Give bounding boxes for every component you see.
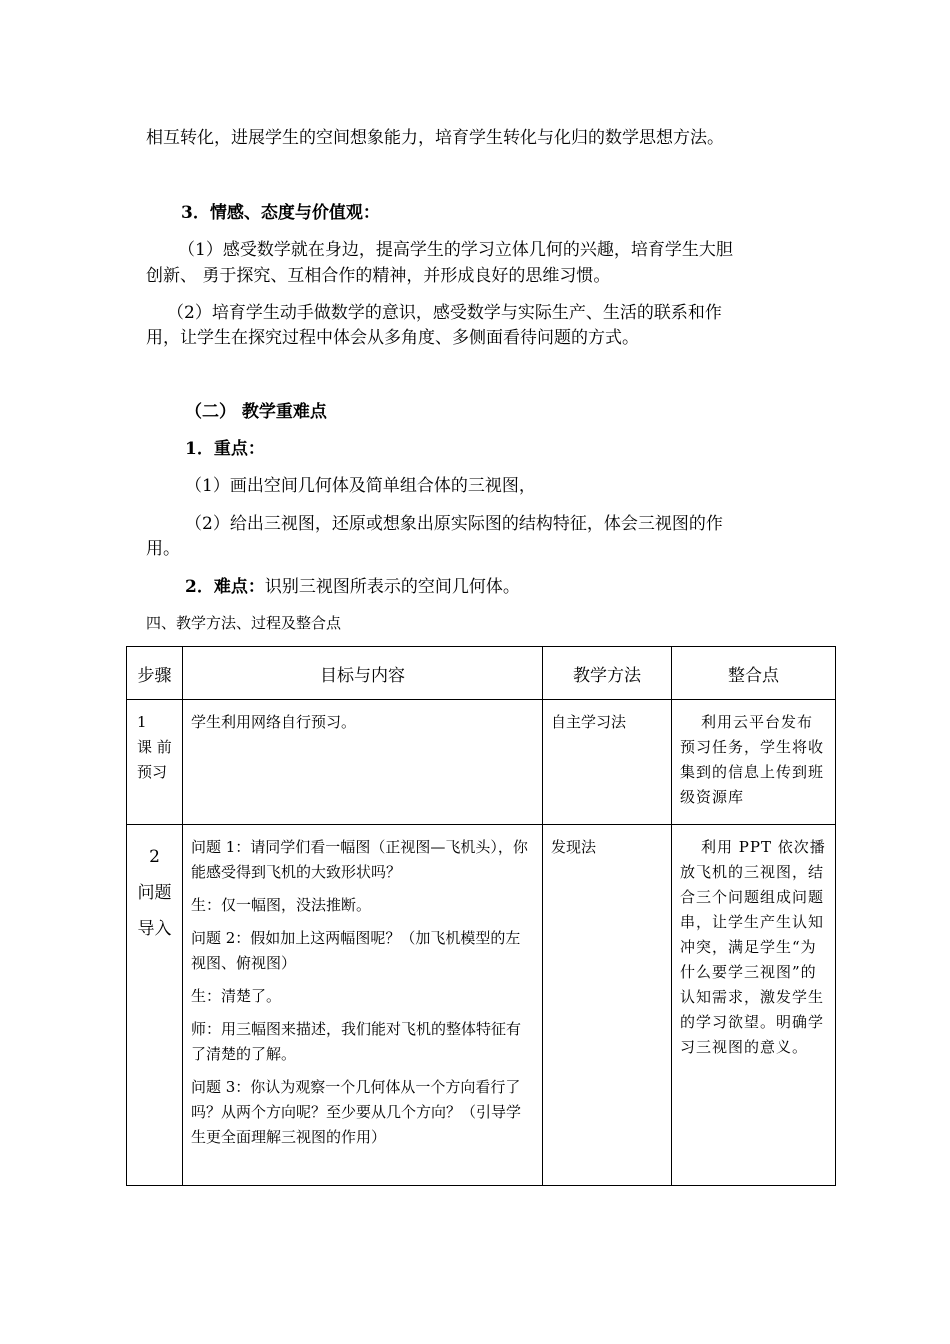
step-label-line2: 导入 (137, 919, 172, 939)
content-paragraph: 问题 3：你认为观察一个几何体从一个方向看行了吗？从两个方向呢？至少要从几个方向？（引导学生更全面理解三视图的作用） (191, 1078, 522, 1146)
step-cell (127, 700, 183, 825)
key-point-2-line1: （2）给出三视图，还原或想象出原实际图的结构特征，体会三视图的作 (185, 514, 723, 534)
step-cell (127, 825, 183, 1186)
difficulty-label: 2．难点： (185, 577, 265, 597)
difficulty-line (185, 576, 520, 598)
difficulty-text: 识别三视图所表示的空间几何体。 (264, 577, 520, 597)
content-paragraph: 生：清楚了。 (191, 987, 282, 1005)
section-methods-heading: 四、教学方法、过程及整合点 (146, 614, 342, 632)
content-paragraph: 问题 1：请同学们看一幅图（正视图—飞机头），你能感受得到飞机的大致形状吗？ (191, 838, 528, 881)
method-cell: 自主学习法 (543, 700, 672, 825)
step-label-line1: 课 前 (137, 738, 172, 756)
step-number: 2 (149, 847, 160, 867)
key-points-heading: 1．重点： (185, 439, 265, 459)
key-point-1: （1）画出空间几何体及简单组合体的三视图， (185, 476, 536, 496)
header-content: 目标与内容 (183, 647, 543, 700)
content-cell (183, 825, 543, 1186)
lesson-process-table (126, 646, 836, 1186)
content-paragraph: 师：用三幅图来描述，我们能对飞机的整体特征有了清楚的了解。 (191, 1020, 522, 1063)
objective-3-2-line1: （2）培育学生动手做数学的意识，感受数学与实际生产、生活的联系和作 (167, 303, 722, 323)
table-header-row (127, 647, 836, 700)
table-row (127, 825, 836, 1186)
header-step: 步骤 (127, 647, 183, 700)
content-paragraph: 问题 2：假如加上这两幅图呢？（加飞机模型的左视图、俯视图） (191, 929, 521, 972)
key-point-2-line2: 用。 (146, 539, 180, 559)
step-number: 1 (137, 713, 147, 731)
objective-3-2-line2: 用，让学生在探究过程中体会从多角度、多侧面看待问题的方式。 (146, 328, 639, 348)
heading-affect-values: 3．情感、态度与价值观： (181, 203, 380, 223)
table-row (127, 700, 836, 825)
integration-cell: 利用云平台发布预习任务，学生将收集到的信息上传到班级资源库 (672, 700, 836, 825)
paragraph-continuation: 相互转化，进展学生的空间想象能力，培育学生转化与化归的数学思想方法。 (146, 128, 724, 148)
step-label-line1: 问题 (137, 883, 172, 903)
step-label-line2: 预习 (137, 763, 168, 781)
method-cell: 发现法 (543, 825, 672, 1186)
header-integration: 整合点 (672, 647, 836, 700)
objective-3-1-line1: （1）感受数学就在身边，提高学生的学习立体几何的兴趣，培育学生大胆 (178, 240, 733, 260)
section-key-difficult: （二） 教学重难点 (185, 402, 327, 422)
content-paragraph: 生：仅一幅图，没法推断。 (191, 896, 372, 914)
header-method: 教学方法 (543, 647, 672, 700)
integration-cell: 利用 PPT 依次播放飞机的三视图，结合三个问题组成问题串，让学生产生认知冲突，满足学生“为什么要学三视图”的认知需求，激发学生的学习欲望。明确学习三视图的意义。 (672, 825, 836, 1186)
objective-3-1-line2: 创新、 勇于探究、互相合作的精神，并形成良好的思维习惯。 (146, 266, 611, 286)
content-cell: 学生利用网络自行预习。 (183, 700, 543, 825)
